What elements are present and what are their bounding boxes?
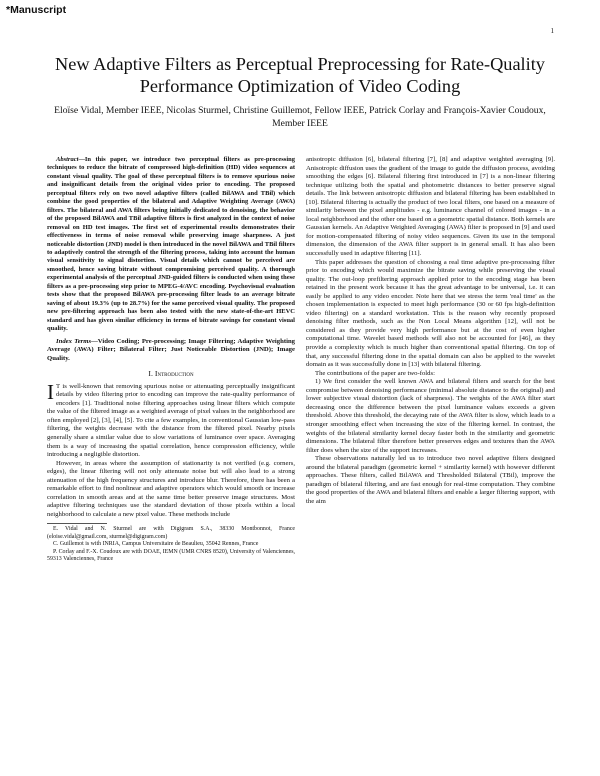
manuscript-banner: *Manuscript: [6, 4, 67, 16]
footnote-affiliation-digigram: E. Vidal and N. Sturmel are with Digigram S.A., 38330 Montbonnot, France (eloise.vidal@gmail.com, sturmel@digigram.com): [47, 526, 295, 540]
footnote-affiliation-doae: P. Corlay and F.-X. Coudoux are with DOAE, IEMN (UMR CNRS 8520), University of Valenciennes, 59313 Valenciennes, France: [47, 548, 295, 563]
right-column: [306, 156, 555, 506]
intro-paragraph-1: [47, 379, 295, 460]
abstract: [47, 156, 295, 334]
body-paragraph-2: This paper addresses the question of choosing a real time adaptive pre-processing filter prior to encoding which would maximize the bitrate saving while preserving the visual quality. The out-loop prefiltering approach applied prior to the encoding stage has been retained in the present work because it has the great advantage to be universal, i.e. it can easily be applied to any video encoder. Note here that we stress the term 'real time' as the chosen implementation is expected to meet high performance (30 or 60 fps high-definition video filtering) on a standard workstation. This is the reason why recently proposed denoising filter methods, such as the Non Local Means algorithm [12], will not be considered as they provide very high performance but at the cost of even higher computational time. Wavelet based methods will also not be accounted for [46], as they provide a complexity which is much higher than conventional spatial filtering. On top of that, any successful filtering done in the spatial domain can also be applied to the wavelet domain as it was successfully done in [13] with bilateral filtering.: [306, 258, 555, 369]
paper-title: New Adaptive Filters as Perceptual Preprocessing for Rate-Quality Performance Optimization of Video Coding: [55, 54, 545, 96]
intro-paragraph-2: However, in areas where the assumption of stationarity is not verified (e.g. corners, edges), the linear filtering will not only attenuate noise but will also lead to a strong attenuation of the high frequency structures and introduce blur. Therefore, there has been a remarkable effort to find nonlinear and adaptive operators which would smooth or increase correlation in smooth areas and at the same time better preserve image structures. Most adaptive filtering techniques use the standard deviation of those pixels within a local neighborhood to calculate a new pixel value. These methods include: [47, 459, 295, 518]
drop-cap: I: [47, 379, 54, 404]
page-number: 1: [550, 27, 554, 35]
intro-paragraph-1-text: T is well-known that removing spurious noise or attenuating perceptually insignificant details by video filtering prior to encoding can improve the rate-quality performance of encoders [1]. Traditional noise filtering approaches using linear filters which compute the value of the filtered image as a weighted average of pixel values in the neighborhood are often employed [2], [3], [4], [5]. To cite a few examples, in conventional Gaussian low-pass filtering, the weights decrease with the distance from the filtered pixel. Nearby pixels generally share a similar value due to slow variations of luminance over space. Averaging them is a way of increasing the spatial correlation, hence compression efficiency, while introducing a negligible distortion.: [47, 382, 295, 459]
abstract-label: Abstract: [56, 156, 79, 163]
footnote-divider: [47, 523, 107, 524]
author-list: Eloïse Vidal, Member IEEE, Nicolas Sturmel, Christine Guillemot, Fellow IEEE, Patrick Corlay and François-Xavier Coudoux, Member IEEE: [54, 105, 546, 129]
body-paragraph-4: 1) We first consider the well known AWA and bilateral filters and search for the best compromise between denoising performance (minimal absolute distance to the original) and lower subjective visual distortion (lack of sharpness). The weights of the AWA filter start decreasing once the difference between the pixel luminance values exceeds a given threshold. Above this threshold, the decaying rate of the AWA filter is slow, which leads to a stronger smoothing effect when increasing the size of the filtering kernel. In contrast, the weights of the bilateral similarity kernel decay faster both in the similarity and geometric dimensions. The bilateral filter therefore better preserves edges and textures than the AWA filter does when the size of the support increases.: [306, 378, 555, 454]
section-heading-introduction: I. Introduction: [148, 369, 194, 379]
abstract-text: —In this paper, we introduce two perceptual filters as pre-processing techniques to reduce the bitrate of compressed high-definition (HD) video sequences at constant visual quality. The goal of these perceptual filters is to remove spurious noise and insignificant details from the original video prior to encoding. The proposed perceptual filters rely on two novel adaptive filters (called BilAWA and TBil) which combine the good properties of the bilateral and Adaptive Weighting Average (AWA) filters. The bilateral and AWA filters being initially dedicated to denoising, the behavior of the proposed BilAWA and TBil adaptive filters is first analyzed in the context of noise removal on HD test images. The first set of experimental results demonstrates their effectiveness in terms of noise removal while preserving image sharpness. A just noticeable distortion (JND) model is then introduced in the novel BilAWA and TBil filters to adaptively control the strength of the filtering process, taking into account the human visual sensitivity to signal distortion. Visual details which cannot be perceived are smoothed, hence saving bitrate without compromising perceived quality. A thorough experimental analysis of the perceptual JND-guided filters is conducted when using these filters as a pre-processing step prior to MPEG-4/AVC encoding. Psychovisual evaluation tests show that the proposed BilAWA pre-processing filter leads to an average bitrate saving of about 19.3% (up to 28.7%) for the same perceived visual quality. The proposed new pre-filtering approach has been also tested with the new state-of-the-art HEVC standard and has given similar efficiency in terms of bitrate savings for constant visual quality.: [47, 156, 295, 333]
body-paragraph-3: The contributions of the paper are two-folds:: [315, 369, 435, 377]
footnote-affiliation-inria: C. Guillemot is with INRIA, Campus Universitaire de Beaulieu, 35042 Rennes, France: [53, 541, 259, 548]
body-paragraph-1: anisotropic diffusion [6], bilateral filtering [7], [8] and adaptive weighted averaging [9]. Anisotropic diffusion uses the gradient of the image to guide the diffusion process, avoiding smoothing the edges [6]. Bilateral filtering first introduced in [7] is a non-linear filtering technique utilizing both the spatial and photometric distances to better preserve signal details. The link between anisotropic diffusion and bilateral filtering has been established in [10]. Bilateral filtering is actually the product of two local filters, one based on a measure of similarity between the pixel amplitudes - e.g. luminance channel of colored images - in a local neighborhood and the other one based on a geometric spatial distance. Both kernels are Gaussian kernels. An Adaptive Weighted Averaging (AWA) filter is proposed in [9] and used for motion-compensated filtering of noisy video sequences. Given its use in the temporal dimension, the dimension of the AWA filter support is in general small. It has also been successfully used in adaptive filtering [11].: [306, 156, 555, 258]
left-column: [47, 156, 295, 563]
body-paragraph-5: These observations naturally led us to introduce two novel adaptive filters designed around the bilateral paradigm (geometric kernel + similarity kernel) with however different approaches. These filters, called BilAWA and Thresholded Bilateral (TBil), improve the paradigm of bilateral filtering, and are fast enough for real-time computation. They combine the good properties of the AWA and bilateral filters and enable a larger filtering support, with the aim: [306, 455, 555, 505]
index-terms-text: —Video Coding; Pre-processing; Image Filtering; Adaptive Weighting Average (AWA) Filter; Bilateral Filter; Just Noticeable Distortion (JND); Image Quality.: [47, 337, 296, 362]
index-terms-label: Index Terms: [56, 337, 92, 345]
index-terms: [47, 338, 295, 364]
